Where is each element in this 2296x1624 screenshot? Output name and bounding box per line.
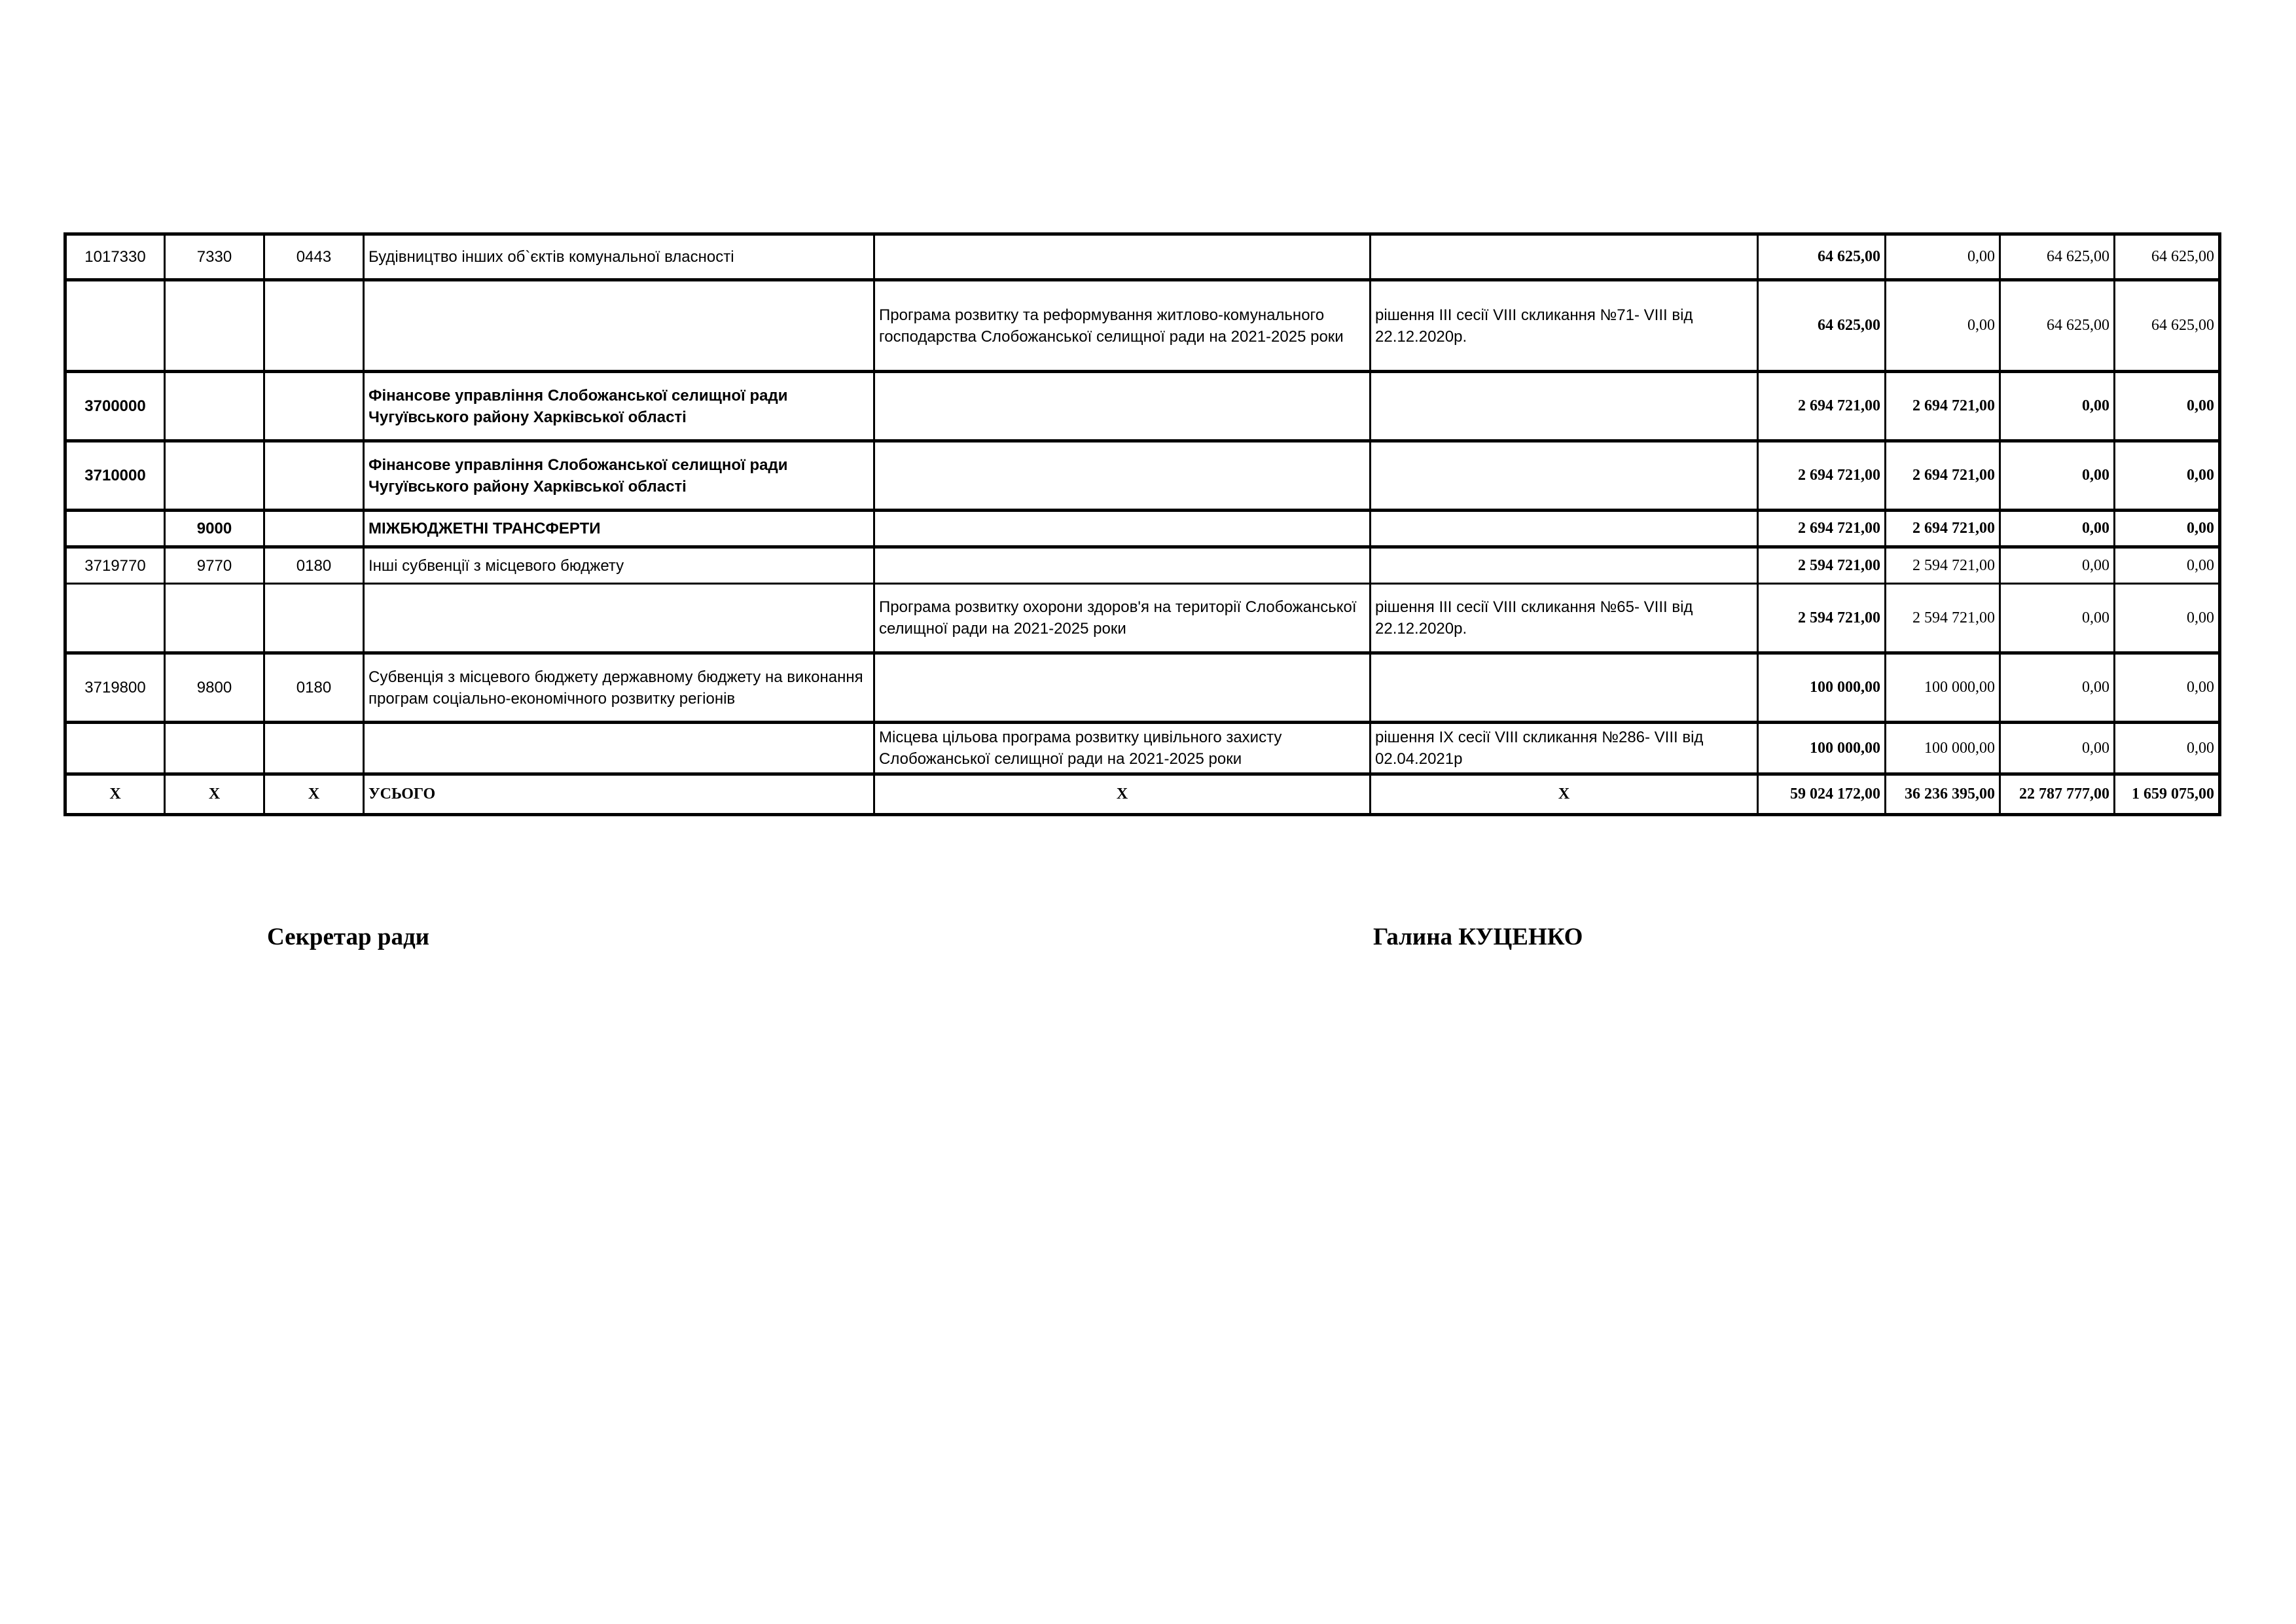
development-budget-cell: 0,00 [2115,511,2220,547]
classification-code-cell: 0443 [264,234,364,280]
program-code-cell [65,280,165,372]
total-amount-cell: 2 594 721,00 [1758,547,1886,584]
program-name-cell [874,234,1371,280]
decision-cell [1371,372,1758,441]
special-fund-cell: 64 625,00 [2000,280,2115,372]
table-row [65,547,2220,584]
general-fund-cell: 2 694 721,00 [1886,511,2000,547]
special-fund-cell: 64 625,00 [2000,234,2115,280]
general-fund-cell: 2 694 721,00 [1886,372,2000,441]
total-amount-cell: 100 000,00 [1758,723,1886,774]
program-name-cell: Програма розвитку та реформування житлово-комунального господарства Слобожанської селищної ради на 2021-2025 роки [874,280,1371,372]
decision-cell [1371,441,1758,511]
table-row [65,653,2220,723]
development-budget-cell: 64 625,00 [2115,280,2220,372]
special-fund-cell: 22 787 777,00 [2000,774,2115,815]
decision-cell [1371,511,1758,547]
special-fund-cell: 0,00 [2000,511,2115,547]
general-fund-cell: 36 236 395,00 [1886,774,2000,815]
program-name-cell [874,441,1371,511]
signature-name: Галина КУЦЕНКО [1373,924,1583,950]
total-amount-cell: 100 000,00 [1758,653,1886,723]
function-code-cell [165,441,264,511]
general-fund-cell: 2 594 721,00 [1886,584,2000,653]
total-x-mark: Х [65,774,165,815]
decision-cell [1371,547,1758,584]
total-row [65,774,2220,815]
total-amount-cell: 2 694 721,00 [1758,511,1886,547]
classification-code-cell [264,280,364,372]
development-budget-cell: 0,00 [2115,723,2220,774]
development-budget-cell: 0,00 [2115,372,2220,441]
classification-code-cell [264,723,364,774]
program-code-cell: 1017330 [65,234,165,280]
classification-code-cell [264,372,364,441]
table-row [65,234,2220,280]
classification-code-cell [264,511,364,547]
decision-cell: рішення ІІІ сесії VIII скликання №65- VIII від 22.12.2020р. [1371,584,1758,653]
function-code-cell: 9800 [165,653,264,723]
special-fund-cell: 0,00 [2000,372,2115,441]
program-code-cell [65,511,165,547]
decision-cell [1371,653,1758,723]
function-code-cell [165,723,264,774]
expense-name-cell: Фінансове управління Слобожанської селищної ради Чугуївського району Харківської області [364,441,874,511]
table-row [65,511,2220,547]
development-budget-cell: 1 659 075,00 [2115,774,2220,815]
development-budget-cell: 0,00 [2115,547,2220,584]
total-amount-cell: 64 625,00 [1758,280,1886,372]
program-name-cell [874,653,1371,723]
general-fund-cell: 0,00 [1886,280,2000,372]
total-x-mark: Х [264,774,364,815]
expense-name-cell: Субвенція з місцевого бюджету державному бюджету на виконання програм соціально-економічного розвитку регіонів [364,653,874,723]
total-amount-cell: 2 694 721,00 [1758,372,1886,441]
special-fund-cell: 0,00 [2000,653,2115,723]
program-name-cell: Місцева цільова програма розвитку цивільного захисту Слобожанської селищної ради на 2021-2025 роки [874,723,1371,774]
table-row [65,584,2220,653]
development-budget-cell: 0,00 [2115,441,2220,511]
special-fund-cell: 0,00 [2000,441,2115,511]
decision-cell: рішення ІІІ сесії VIII скликання №71- VIII від 22.12.2020р. [1371,280,1758,372]
program-code-cell: 3719770 [65,547,165,584]
program-code-cell [65,723,165,774]
development-budget-cell: 0,00 [2115,653,2220,723]
program-code-cell: 3719800 [65,653,165,723]
special-fund-cell: 0,00 [2000,547,2115,584]
general-fund-cell: 2 594 721,00 [1886,547,2000,584]
table-row [65,372,2220,441]
program-code-cell [65,584,165,653]
general-fund-cell: 100 000,00 [1886,653,2000,723]
table-row [65,441,2220,511]
expense-name-cell: Будівництво інших об`єктів комунальної власності [364,234,874,280]
decision-cell [1371,234,1758,280]
expense-name-cell: Інші субвенції з місцевого бюджету [364,547,874,584]
function-code-cell [165,584,264,653]
signature-title: Секретар ради [267,924,429,950]
general-fund-cell: 100 000,00 [1886,723,2000,774]
function-code-cell: 9000 [165,511,264,547]
total-x-mark: Х [1371,774,1758,815]
budget-table [63,232,2221,816]
expense-name-cell: Фінансове управління Слобожанської селищної ради Чугуївського району Харківської області [364,372,874,441]
program-name-cell [874,511,1371,547]
function-code-cell [165,280,264,372]
expense-name-cell [364,584,874,653]
general-fund-cell: 2 694 721,00 [1886,441,2000,511]
function-code-cell: 7330 [165,234,264,280]
expense-name-cell: МІЖБЮДЖЕТНІ ТРАНСФЕРТИ [364,511,874,547]
program-code-cell: 3700000 [65,372,165,441]
total-x-mark: Х [874,774,1371,815]
classification-code-cell: 0180 [264,547,364,584]
classification-code-cell [264,584,364,653]
total-amount-cell: 2 694 721,00 [1758,441,1886,511]
table-row [65,723,2220,774]
development-budget-cell: 64 625,00 [2115,234,2220,280]
classification-code-cell: 0180 [264,653,364,723]
expense-name-cell [364,280,874,372]
classification-code-cell [264,441,364,511]
development-budget-cell: 0,00 [2115,584,2220,653]
special-fund-cell: 0,00 [2000,584,2115,653]
total-amount-cell: 2 594 721,00 [1758,584,1886,653]
table-row [65,280,2220,372]
general-fund-cell: 0,00 [1886,234,2000,280]
program-code-cell: 3710000 [65,441,165,511]
decision-cell: рішення ІХ сесії VIII скликання №286- VIII від 02.04.2021р [1371,723,1758,774]
program-name-cell [874,547,1371,584]
program-name-cell [874,372,1371,441]
total-amount-cell: 64 625,00 [1758,234,1886,280]
total-x-mark: Х [165,774,264,815]
total-label: УСЬОГО [364,774,874,815]
program-name-cell: Програма розвитку охорони здоров'я на території Слобожанської селищної ради на 2021-2025 роки [874,584,1371,653]
total-amount-cell: 59 024 172,00 [1758,774,1886,815]
special-fund-cell: 0,00 [2000,723,2115,774]
expense-name-cell [364,723,874,774]
function-code-cell [165,372,264,441]
function-code-cell: 9770 [165,547,264,584]
